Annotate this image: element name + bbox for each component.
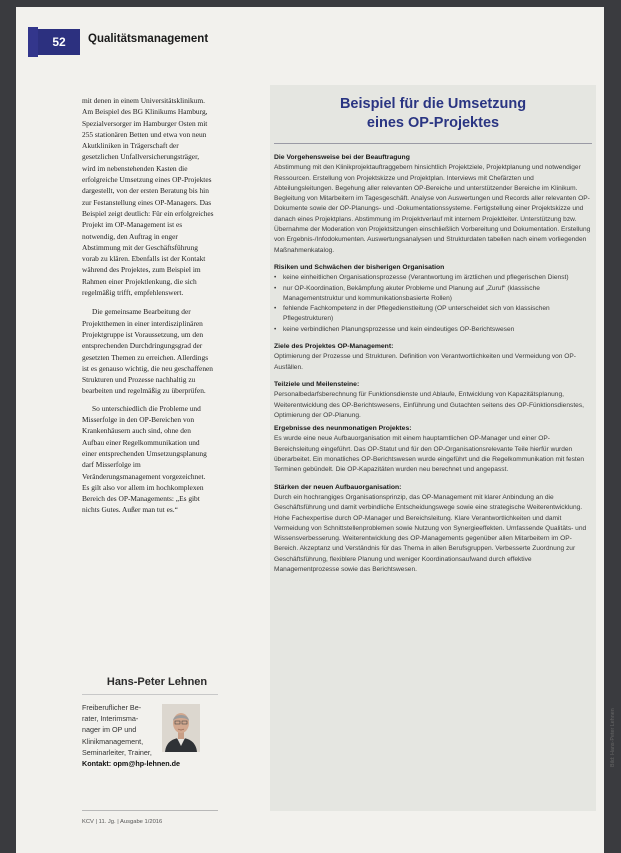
author-divider: [82, 694, 218, 695]
risk-list-item-text: keine einheitlichen Organisationsprozesse (Verantwortung im ärztlichen und pflegerischen Dienst): [283, 274, 569, 282]
box-section-text: Es wurde eine neue Aufbauorganisation mit einem hauptamtlichen OP-Manager und einer OP-Bereichsleitung eingeführt. Das OP-Statut und für den OP-Organisationsrelevante Teile hierfür wurden überarbeitet. Ein monatliches OP-Berichtswesen wurde eingeführt und die Regelkommunikation mit festen Terminen gebündelt. Die OP-Kapazitäten wurden neu berechnet und angepasst.: [274, 435, 585, 474]
page-number: 52: [38, 29, 80, 55]
box-section-heading: Ergebnisse des neunmonatigen Projektes:: [274, 425, 412, 433]
author-contact: Kontakt: opm@hp-lehnen.de: [82, 759, 181, 769]
box-section-heading: Teilziele und Meilensteine:: [274, 380, 360, 388]
box-section-text: Optimierung der Prozesse und Strukturen. Definition von Verantwortlichkeiten und Vermeidung von OP-Ausfällen.: [274, 353, 577, 371]
box-content: [274, 153, 592, 575]
photo-credit: Bild: Hans-Peter Lehnen: [610, 708, 616, 767]
author-bio-line: Klinikmanagement,: [82, 736, 144, 746]
box-title: [270, 95, 596, 133]
box-section-heading: Die Vorgehensweise bei der Beauftragung: [274, 154, 410, 161]
article-paragraph: So unterschiedlich die Probleme und Misserfolge in den OP-Bereichen von Krankenhäusern auch sind, ohne den Aufbau einer Regelkommunikation und einer entsprechenden Umsetzungsplanung darf Misserfolge im Veränderungsmanagement vorgezeichnet. Es gilt also vor allem im hochkomplexen Bereich des OP-Managements: „Es gibt nichts Gutes. Außer man tut es.“: [82, 403, 207, 515]
header-accent-bar: [28, 27, 38, 57]
risk-list-item-text: fehlende Fachkompetenz in der Pflegedienstleitung (OP unterscheidet sich von klassischen Pflegestrukturen): [283, 305, 550, 323]
box-section-heading: Stärken der neuen Aufbauorganisation:: [274, 483, 402, 491]
box-section-text: Durch ein hochrangiges Organisationsprinzip, das OP-Management mit klarer Anbindung an die Geschäftsführung und damit verbindliche Entscheidungswege sowie eine strategische Weiterentwicklung. Hohe Fachexpertise durch OP-Manager und Bereichsleitung. Klare Verantwortlichkeiten und damit Vermeidung von Schnittstellenproblemen sowie Nutzung von Synergieeffekten. Umfassende Qualitäts- und Wissensverbesserung. Weiterentwicklung des OP-Managements gegenüber allen Mitarbeitern im OP-Bereich. Akzeptanz und Verständnis für das Thema in allen Berufsgruppen. Verbesserte Zuordnung zur Geschäftsführung, flexiblere Planung und weniger Koordinationsaufwand durch effektive Managementprozesse sowie das Berichtswesen.: [274, 493, 587, 573]
author-bio-line: Freiberuflicher Be-: [82, 703, 142, 712]
author-bio-line: Seminarleiter, Trainer,: [82, 747, 152, 757]
page-footer: KCV | 11. Jg. | Ausgabe 1/2016: [82, 819, 163, 825]
author-photo: [162, 704, 200, 752]
box-title-line: eines OP-Projektes: [366, 115, 500, 131]
box-divider: [274, 143, 592, 144]
risk-list-item: • keine einheitlichen Organisationsprozesse (Verantwortung im ärztlichen und pflegerischen Dienst): [274, 274, 569, 282]
footer-divider: [82, 810, 218, 811]
box-title-line: Beispiel für die Umsetzung: [339, 96, 527, 112]
magazine-page: [16, 7, 616, 853]
box-section-heading: Risiken und Schwächen der bisherigen Organisation: [274, 263, 445, 271]
risk-list: [274, 273, 592, 335]
author-bio-line: rater, Interimsma-: [82, 714, 139, 724]
box-section-heading: Ziele des Projektes OP-Management:: [274, 343, 394, 351]
risk-list-item: • keine verbindlichen Planungsprozesse und kein eindeutiges OP-Berichtswesen: [274, 325, 515, 333]
article-paragraph: Die gemeinsame Bearbeitung der Projektthemen in einer interdisziplinären Projektgruppe ist Voraussetzung, um den entsprechenden Durchdringungsgrad der gesetzten Themen zu erreichen. Allerdings ist es genauso wichtig, die neu geschaffenen Strukturen und Prozesse nachhaltig zu bearbeiten und regelmäßig zu überprüfen.: [82, 307, 214, 396]
author-bio-line: nager im OP und: [82, 725, 137, 735]
risk-list-item-text: nur OP-Koordination, Bekämpfung akuter Probleme und Planung auf „Zuruf“ (klassische Managementstruktur und kommunikationsbasierte Rollen): [283, 284, 540, 302]
box-section-text: Abstimmung mit den Klinikprojektauftraggebern hinsichtlich Projektziele, Projektplanung und notwendiger Ressourcen. Erstellung von Projektskizze und Projektplan. Interviews mit Chefärzten und Abteilungsleitungen. Begehung aller relevanten OP-Bereiche und unterstützender Bereiche im Klinikum. Begleitung von Mitarbeitern im Tagesgeschäft. Analyse von Auswertungen und Records aller relevanten OP-Dokumente sowie der OP-Planungs- und -Dokumentationssysteme. Fertigstellung einer Projektskizze und danach eines Projektplans. Abstimmung im Projektverlauf mit internem Projektleiter. Unterstützung bzw. Übernahme der Moderation von Projektsitzungen einschließlich Vorbereitung und Dokumentation. Erstellung von Ergebnis-/Infodokumenten. Auswertungsanalysen und Strukturdaten tabellen nach einem vorliegenden Maßnahmenkatalog.: [274, 164, 591, 254]
author-name: Hans-Peter Lehnen: [106, 676, 208, 688]
article-paragraph: mit denen in einem Universitätsklinikum. Am Beispiel des BG Klinikums Hamburg, Spezialversorger im Hamburger Osten mit 255 stationären Betten und etwa von neun Akutkliniken in Trägerschaft der gesetzlichen Unfallversicherungsträger, wird im nebenstehenden Kasten die erfolgreiche Umsetzung eines OP-Projektes dargestellt, von der ersten Beratung bis hin zur Festanstellung eines OP-Managers. Das Beispiel zeigt deutlich: Für ein erfolgreiches Projekt im OP-Management ist es notwendig, den Auftrag in enger Abstimmung mit der Geschäftsführung vorab zu klären. Ebenfalls ist der Kontakt während des Projektes, zum Beispiel im Rahmen einer Projektlenkung, die sich regelmäßig trifft, empfehlenswert.: [82, 96, 214, 298]
box-section-text: Personalbedarfsberechnung für Funktionsdienste und Ablaufe, Entwicklung von Kapazitätsplanung, Weiterentwicklung des OP-Berichtswesens, Einführung und Gutachten seitens des OP-Fünktionsdienstes, Optimierung der OP-Planung.: [274, 391, 584, 419]
article-column: [82, 95, 214, 516]
example-box: [270, 85, 596, 811]
author-photo-illustration: [162, 704, 200, 752]
section-title: Qualitätsmanagement: [88, 33, 209, 45]
risk-list-item-text: keine verbindlichen Planungsprozesse und kein eindeutiges OP-Berichtswesen: [283, 325, 515, 333]
risk-list-item: • fehlende Fachkompetenz in der Pflegedienstleitung (OP unterscheidet sich von klassischen Pflegestrukturen): [274, 305, 550, 323]
risk-list-item: • nur OP-Koordination, Bekämpfung akuter Probleme und Planung auf „Zuruf“ (klassische Managementstruktur und kommunikationsbasierte Rollen): [274, 284, 540, 302]
